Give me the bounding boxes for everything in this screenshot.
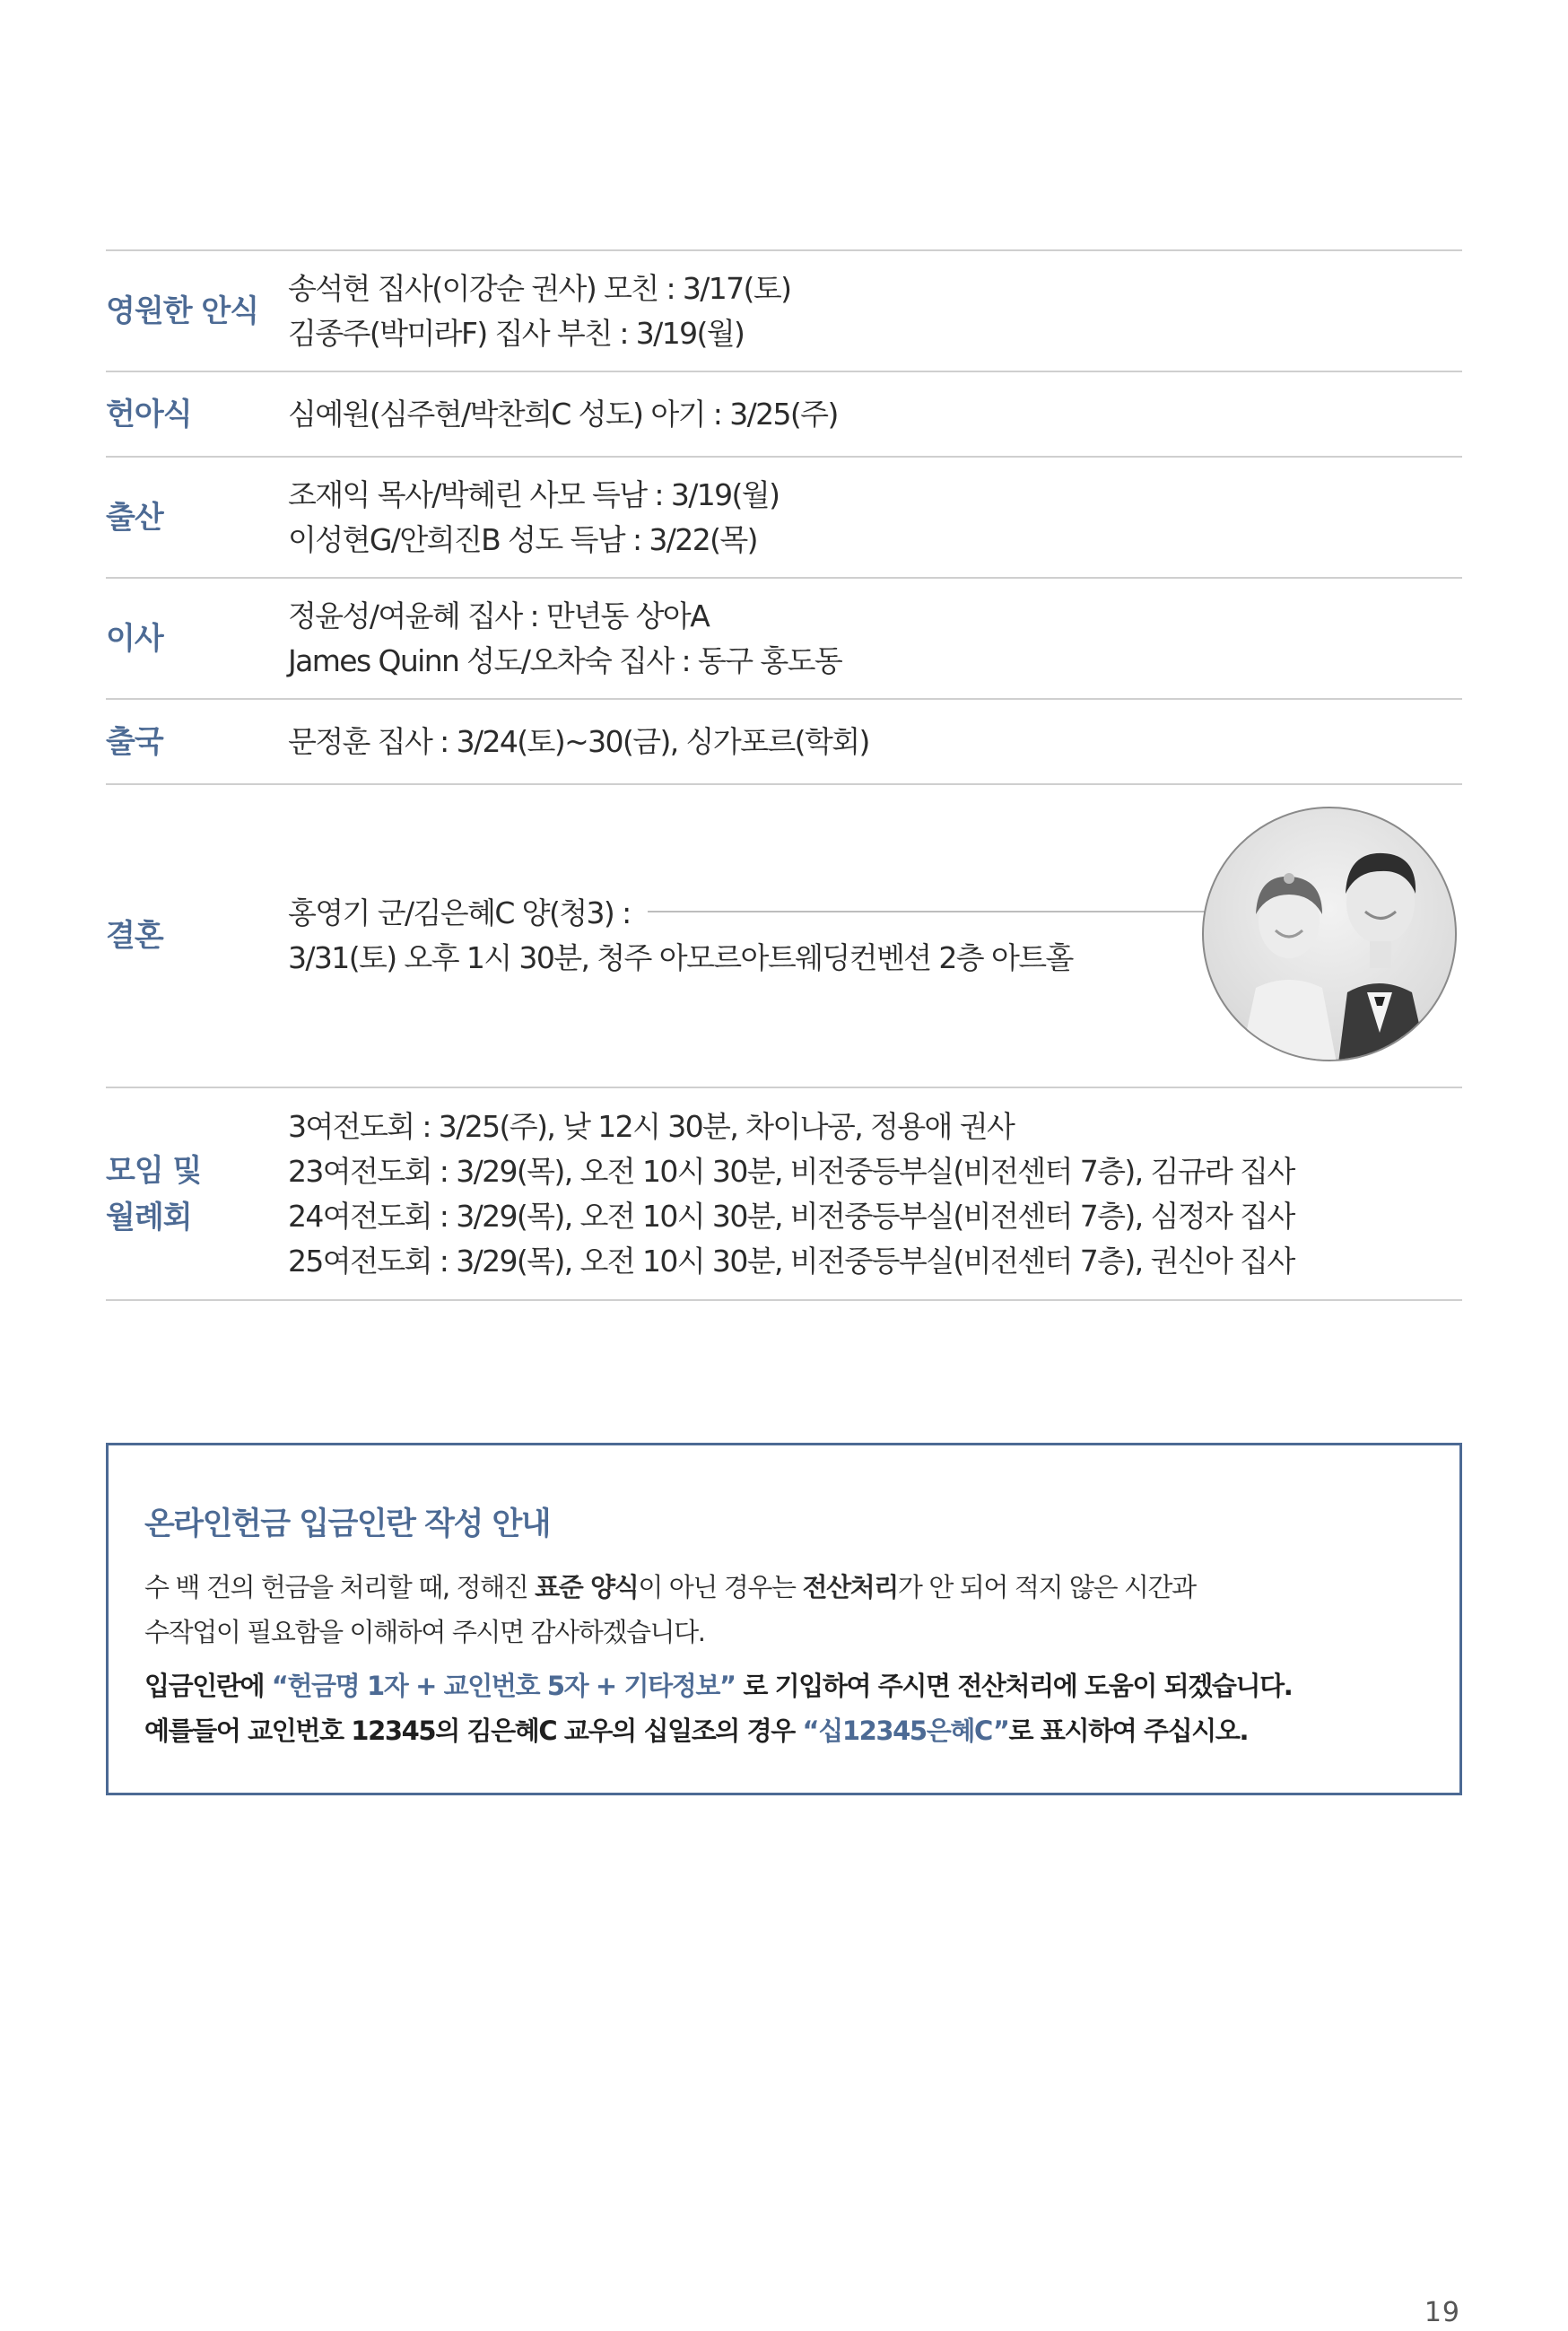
row-label: 헌아식 [106,396,192,432]
notice-instruction [144,1663,1292,1753]
content-line: 홍영기 군/김은혜C 양(청3) : [288,895,631,930]
row-content [288,372,1462,456]
row-birth [106,458,1462,579]
notice-body [144,1565,1196,1654]
row-departure [106,700,1462,785]
row-label: 출국 [106,723,163,760]
row-content [288,251,1462,371]
row-label: 출산 [106,499,163,536]
page-number: 19 [1424,2297,1460,2328]
row-content [288,700,1462,783]
content-line: 김종주(박미라F) 집사 부친 : 3/19(월) [288,315,745,351]
row-condolence [106,251,1462,372]
couple-photo-illustration [1204,808,1457,1061]
row-label: 영원한 안식 [106,292,259,329]
row-moving [106,579,1462,700]
couple-photo [1202,807,1457,1061]
content-line: 조재익 목사/박혜린 사모 득남 : 3/19(월) [288,476,780,512]
row-label: 결혼 [106,918,163,954]
content-line: 송석현 집사(이강순 권사) 모친 : 3/17(토) [288,270,791,306]
leader-line [648,911,1206,912]
content-line: 3여전도회 : 3/25(주), 낮 12시 30분, 차이나공, 정용애 권사 [288,1108,1015,1144]
row-content [288,579,1462,698]
notice-body-line: 수작업이 필요함을 이해하여 주시면 감사하겠습니다. [144,1617,705,1647]
row-wedding [106,785,1462,1088]
online-offering-notice [106,1443,1462,1795]
row-meetings [106,1088,1462,1301]
content-line: 3/31(토) 오후 1시 30분, 청주 아모르아트웨딩컨벤션 2층 아트홀 [288,940,1073,975]
content-line: 심예원(심주현/박찬희C 성도) 아기 : 3/25(주) [288,396,838,432]
content-line: James Quinn 성도/오차숙 집사 : 동구 홍도동 [288,642,842,678]
notice-instruction-line: 입금인란에 “헌금명 1자 + 교인번호 5자 + 기타정보” 로 기입하여 주시면 전산처리에 도움이 되겠습니다. [144,1671,1293,1701]
content-line: 이성현G/안희진B 성도 득남 : 3/22(목) [288,521,757,557]
row-content [288,1088,1462,1299]
row-label: 이사 [106,620,163,657]
content-line: 23여전도회 : 3/29(목), 오전 10시 30분, 비전중등부실(비전센터 7층), 김규라 집사 [288,1153,1294,1189]
notice-instruction-line: 예를들어 교인번호 12345의 김은혜C 교우의 십일조의 경우 “십12345은혜C”로 표시하여 주십시오. [144,1716,1249,1746]
content-line: 25여전도회 : 3/29(목), 오전 10시 30분, 비전중등부실(비전센터 7층), 권신아 집사 [288,1243,1294,1279]
content-line: 정윤성/여윤혜 집사 : 만년동 상아A [288,598,710,633]
content-line: 문정훈 집사 : 3/24(토)~30(금), 싱가포르(학회) [288,723,869,759]
row-label: 모임 및 월례회 [106,1152,202,1235]
notice-title: 온라인헌금 입금인란 작성 안내 [144,1506,551,1542]
row-baby-dedication [106,372,1462,458]
row-content [288,458,1462,577]
notice-body-line: 수 백 건의 헌금을 처리할 때, 정해진 표준 양식이 아닌 경우는 전산처리가 안 되어 적지 않은 시간과 [144,1572,1196,1602]
announcement-table [106,249,1462,1301]
content-line: 24여전도회 : 3/29(목), 오전 10시 30분, 비전중등부실(비전센터 7층), 심정자 집사 [288,1198,1294,1234]
